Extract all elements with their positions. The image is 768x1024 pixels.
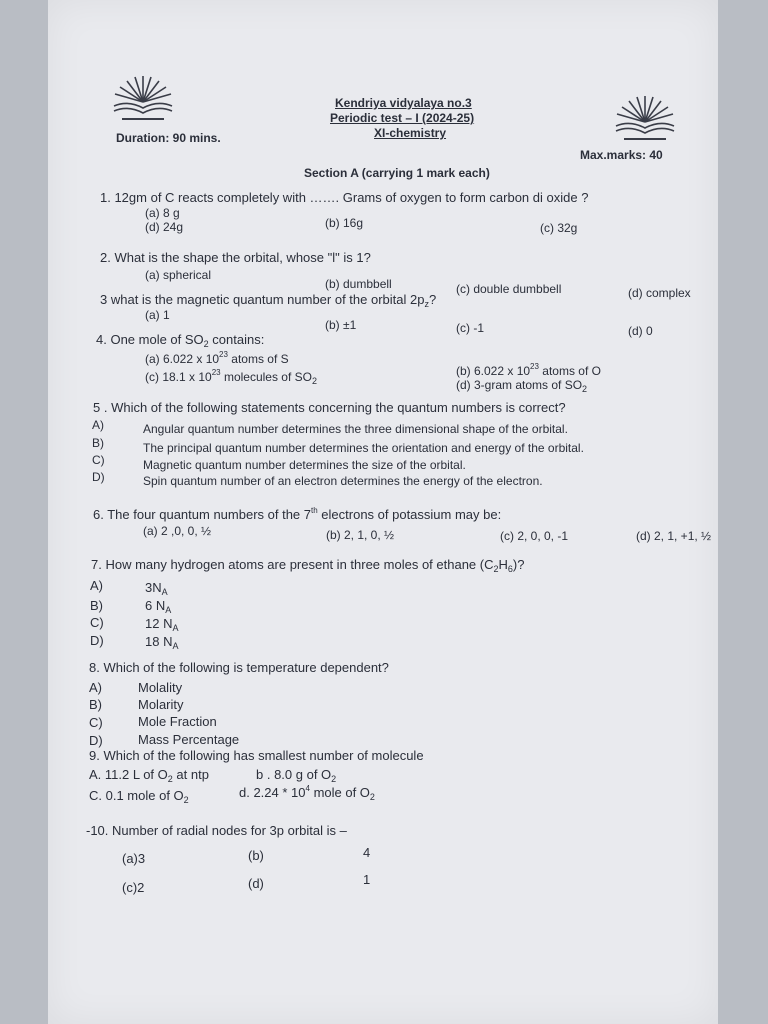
left-emblem-icon — [108, 72, 178, 130]
q6-question: 6. The four quantum numbers of the 7th electrons of potassium may be: — [93, 506, 502, 522]
q3-option-a: (a) 1 — [145, 308, 170, 322]
q6-option-d: (d) 2, 1, +1, ½ — [636, 529, 712, 543]
q1-option-d: (d) 24g — [145, 220, 184, 234]
q8-question: 8. Which of the following is temperature dependent? — [89, 660, 389, 675]
q10-question: -10. Number of radial nodes for 3p orbital is – — [86, 823, 347, 838]
q5-label-c: C) — [92, 453, 105, 467]
class-subject: XI-chemistry — [374, 126, 447, 140]
q7-option-a: $3N_A$ — [145, 580, 168, 597]
q2-option-d: (d) complex — [628, 286, 691, 300]
q3-option-c: (c) -1 — [456, 321, 484, 335]
q4-option-d: (d) 3-gram atoms of $SO_2$ — [456, 378, 588, 394]
q8-option-d: Mass Percentage — [138, 732, 240, 747]
q7-label-d: D) — [90, 633, 104, 648]
q5-label-b: B) — [92, 436, 104, 450]
q4-option-a: (a) 6.022 x $10^{23}$ atoms of S — [145, 350, 289, 366]
right-emblem-icon — [610, 92, 680, 150]
q2-question: 2. What is the shape the orbital, whose "l" is 1? — [100, 250, 371, 265]
q9-option-c: C. 0.1 mole of $O_2$ — [89, 788, 189, 805]
q1-question: 1. 12gm of C reacts completely with ……. Grams of oxygen to form carbon di oxide ? — [100, 190, 589, 205]
q7-option-b: 6 $N_A$ — [145, 598, 172, 615]
q1-option-a: (a) 8 g — [145, 206, 180, 220]
q8-option-a: Molality — [138, 680, 183, 695]
q5-question: 5 . Which of the following statements concerning the quantum numbers is correct? — [93, 400, 566, 415]
q5-label-d: D) — [92, 470, 105, 484]
q9-question: 9. Which of the following has smallest number of molecule — [89, 748, 424, 763]
q7-label-c: C) — [90, 615, 104, 630]
section-title: Section A (carrying 1 mark each) — [304, 166, 490, 180]
q10-option-d: (d) — [248, 876, 264, 891]
q9-option-a: A. 11.2 L of $O_2$ at ntp — [89, 767, 209, 784]
q10-option-a: (a)3 — [122, 851, 146, 866]
q8-label-c: C) — [89, 715, 103, 730]
q10-option-b-value: 4 — [363, 845, 371, 860]
q6-option-c: (c) 2, 0, 0, -1 — [500, 529, 569, 543]
q9-option-b: b . 8.0 g of $O_2$ — [256, 767, 337, 784]
q5-option-b: The principal quantum number determines the orientation and energy of the orbital. — [143, 441, 584, 455]
q8-option-c: Mole Fraction — [138, 714, 217, 729]
q7-question: 7. How many hydrogen atoms are present in three moles of ethane $(C_2H_6)$? — [91, 557, 525, 574]
q7-option-c: 12 $N_A$ — [145, 616, 179, 633]
max-marks: Max.marks: 40 — [580, 148, 663, 162]
q7-label-a: A) — [90, 578, 103, 593]
q3-option-b: (b) ±1 — [325, 318, 357, 332]
q9-option-d: d. $2.24 * 10^4$ mole of $O_2$ — [239, 784, 375, 802]
q3-question: 3 what is the magnetic quantum number of the orbital $2p_z$? — [100, 292, 437, 309]
q1-option-b: (b) 16g — [325, 216, 364, 230]
q10-option-b: (b) — [248, 848, 264, 863]
q10-option-c: (c)2 — [122, 880, 145, 895]
q2-option-a: (a) spherical — [145, 268, 212, 282]
q4-question: 4. One mole of $SO_2$ contains: — [96, 332, 265, 349]
q5-label-a: A) — [92, 418, 104, 432]
test-name: Periodic test – I (2024-25) — [330, 111, 475, 125]
q3-option-d: (d) 0 — [628, 324, 653, 338]
q5-option-d: Spin quantum number of an electron determines the energy of the electron. — [143, 474, 543, 488]
q8-option-b: Molarity — [138, 697, 184, 712]
q7-option-d: 18 $N_A$ — [145, 634, 179, 651]
q8-label-d: D) — [89, 733, 103, 748]
q4-option-c: (c) 18.1 x $10^{23}$ molecules of $SO_2$ — [145, 368, 317, 386]
q8-label-b: B) — [89, 697, 102, 712]
q6-option-a: (a) 2 ,0, 0, ½ — [143, 524, 212, 538]
q2-option-c: (c) double dumbbell — [456, 282, 562, 296]
q1-option-c: (c) 32g — [540, 221, 578, 235]
q10-option-d-value: 1 — [363, 872, 371, 887]
school-name: Kendriya vidyalaya no.3 — [335, 96, 472, 110]
q2-option-b: (b) dumbbell — [325, 277, 392, 291]
duration: Duration: 90 mins. — [116, 131, 221, 145]
q5-option-c: Magnetic quantum number determines the size of the orbital. — [143, 458, 466, 472]
q4-option-b: (b) 6.022 x $10^{23}$ atoms of O — [456, 362, 601, 378]
q8-label-a: A) — [89, 680, 102, 695]
q7-label-b: B) — [90, 598, 103, 613]
q6-option-b: (b) 2, 1, 0, ½ — [326, 528, 395, 542]
q5-option-a: Angular quantum number determines the three dimensional shape of the orbital. — [143, 422, 568, 436]
